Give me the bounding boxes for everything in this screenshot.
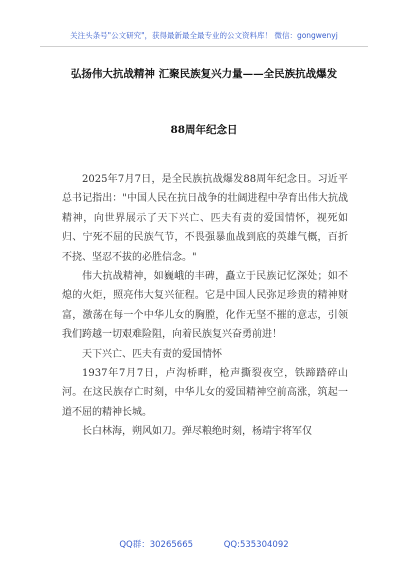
paragraph: 长白林海，朔风如刀。弹尽粮绝时刻，杨靖宇将军仅 [82,426,312,438]
header-divider [40,46,368,47]
paragraph: 2025年7月7日，是全民族抗战爆发88周年纪念日。习近平总书记指出："中国人民在抗日战争的壮阔进程中孕育出伟大抗战精神，向世界展示了天下兴亡、匹夫有责的爱国情怀，视死如归、宁死不屈的民族气节，不畏强暴血战到底的英雄气概，百折不挠、坚忍不拔的必胜信念。" [62,174,348,263]
footer-qq-group: QQ群：30265665 [119,540,194,550]
footer [0,538,408,550]
document-body [62,170,348,442]
paragraph: 1937年7月7日，卢沟桥畔，枪声撕裂夜空，铁蹄踏碎山河。在这民族存亡时刻，中华儿女的爱国精神空前高涨，筑起一道不屈的精神长城。 [62,368,348,418]
section-heading: 天下兴亡、匹夫有责的爱国情怀 [82,348,222,360]
paragraph: 伟大抗战精神，如巍峨的丰碑，矗立于民族记忆深处；如不熄的火炬，照亮伟大复兴征程。它是中国人民弥足珍贵的精神财富，激荡在每一个中华儿女的胸膛，化作无坚不摧的意志，引领我们跨越一切艰难险阻，向着民族复兴奋勇前进！ [62,271,348,341]
footer-qq: QQ:535304092 [223,540,289,550]
document-subtitle: 88周年纪念日 [170,124,238,136]
header-notice: 关注头条号"公文研究"，获得最新最全最专业的公文资料库！ 微信：gongwenyj [70,31,338,40]
document-title: 弘扬伟大抗战精神 汇聚民族复兴力量——全民族抗战爆发 [70,68,338,80]
